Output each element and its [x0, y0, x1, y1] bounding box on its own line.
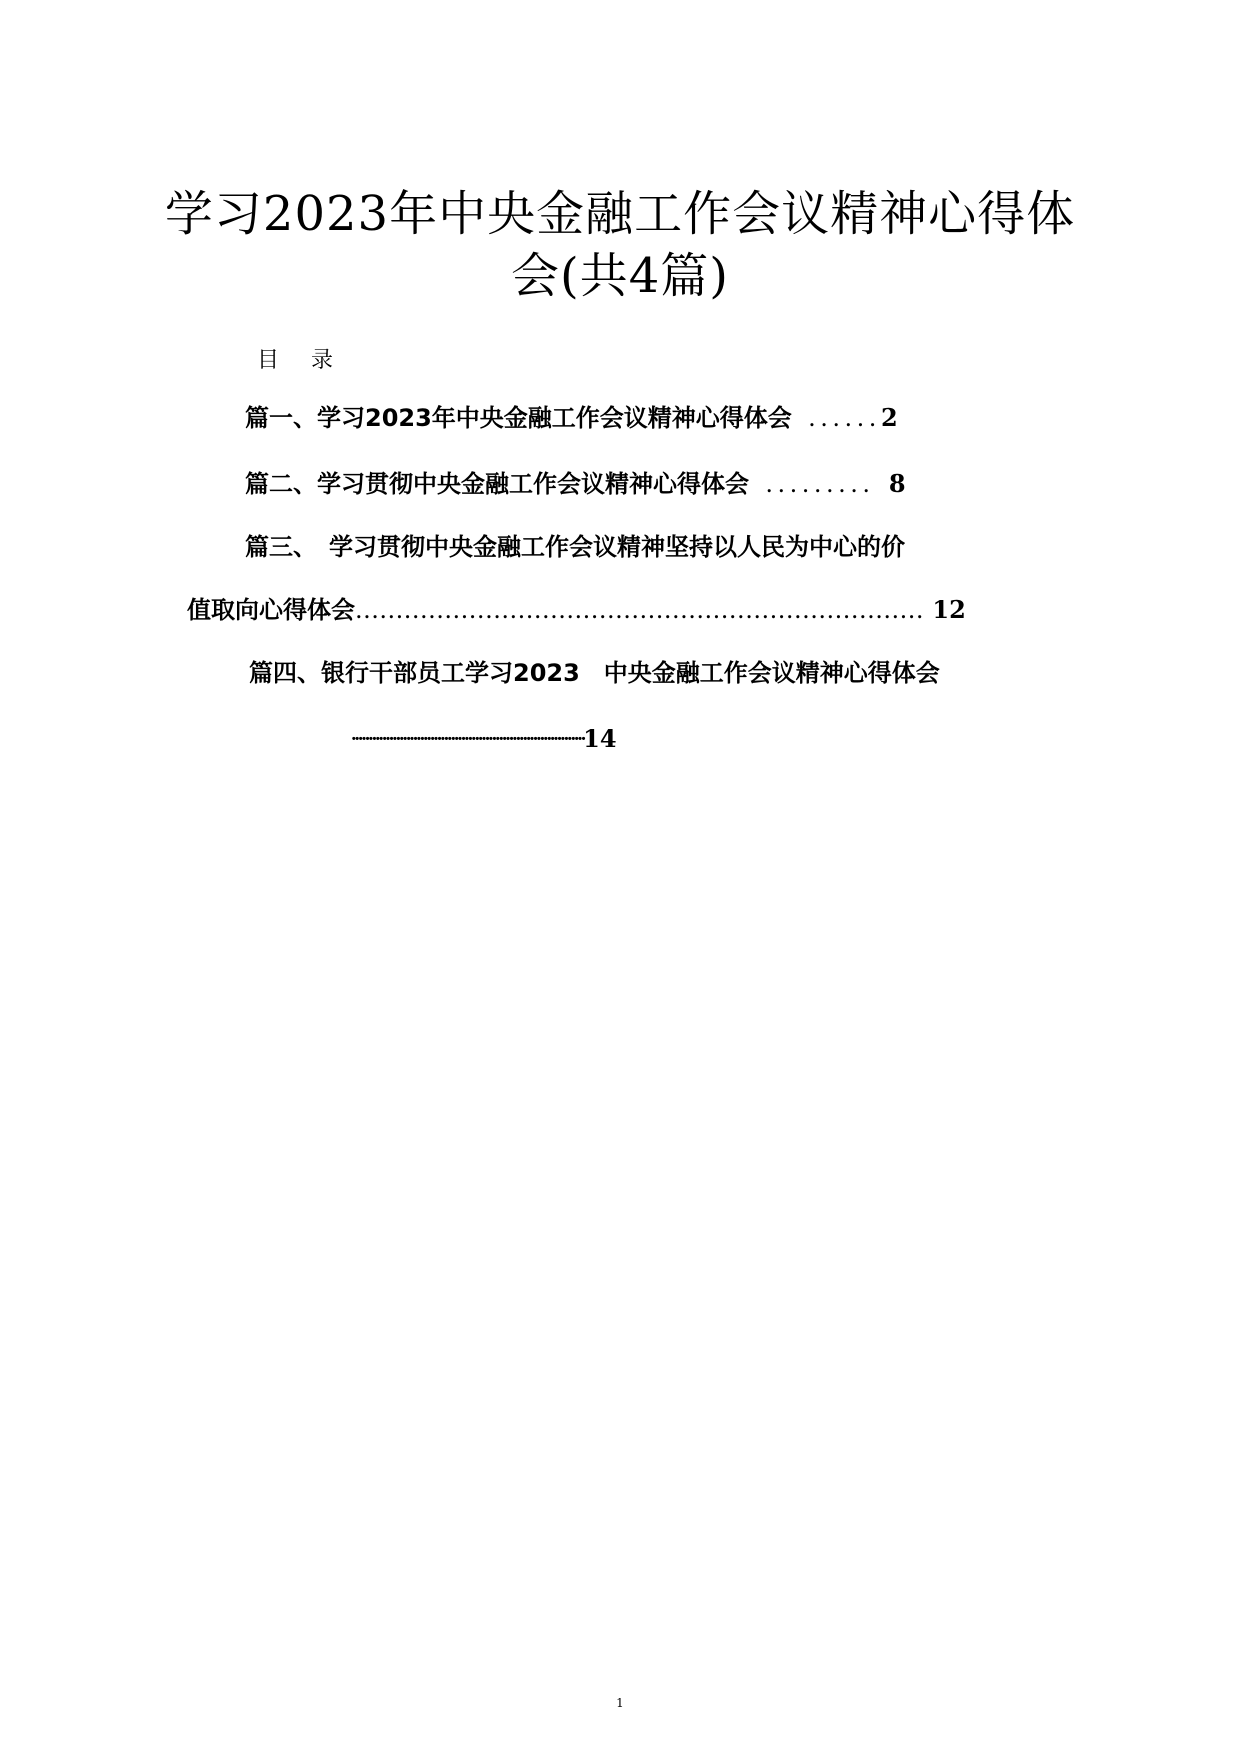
toc-leader-dots: ......................................................................: [355, 596, 925, 624]
toc-leader-dots: ····································································: [350, 725, 584, 753]
toc-entry-text: 篇一、学习2023年中央金融工作会议精神心得体会: [245, 404, 792, 432]
toc-page-number: 14: [583, 724, 617, 753]
toc-heading-char-2: 录: [311, 348, 334, 373]
document-title-line-1: 学习2023年中央金融工作会议精神心得体: [164, 186, 1076, 242]
toc-entry-2[interactable]: [245, 469, 906, 498]
toc-page-number: 8: [888, 469, 906, 498]
toc-entry-4-line-1[interactable]: [249, 661, 940, 685]
toc-entry-text: 篇二、学习贯彻中央金融工作会议精神心得体会: [245, 470, 749, 498]
toc-leader-dots: .........: [765, 470, 875, 498]
toc-entry-3-line-2[interactable]: [187, 595, 966, 624]
document-title-line-2: 会(共4篇): [511, 248, 729, 304]
toc-leader-dots: ......: [808, 404, 881, 432]
toc-entry-1[interactable]: [245, 403, 898, 432]
toc-entry-3-line-1[interactable]: [245, 535, 905, 559]
page-number: 1: [616, 1696, 624, 1710]
toc-heading: [257, 350, 333, 372]
toc-entry-text: 篇三、 学习贯彻中央金融工作会议精神坚持以人民为中心的价: [245, 533, 905, 561]
toc-page-number: 2: [880, 403, 898, 432]
toc-entry-text: 篇四、银行干部员工学习2023 中央金融工作会议精神心得体会: [249, 659, 940, 687]
toc-entry-4-line-2[interactable]: [350, 724, 617, 753]
toc-entry-text: 值取向心得体会: [187, 596, 355, 624]
toc-page-number: 12: [932, 595, 966, 624]
toc-heading-char-1: 目: [257, 348, 280, 373]
